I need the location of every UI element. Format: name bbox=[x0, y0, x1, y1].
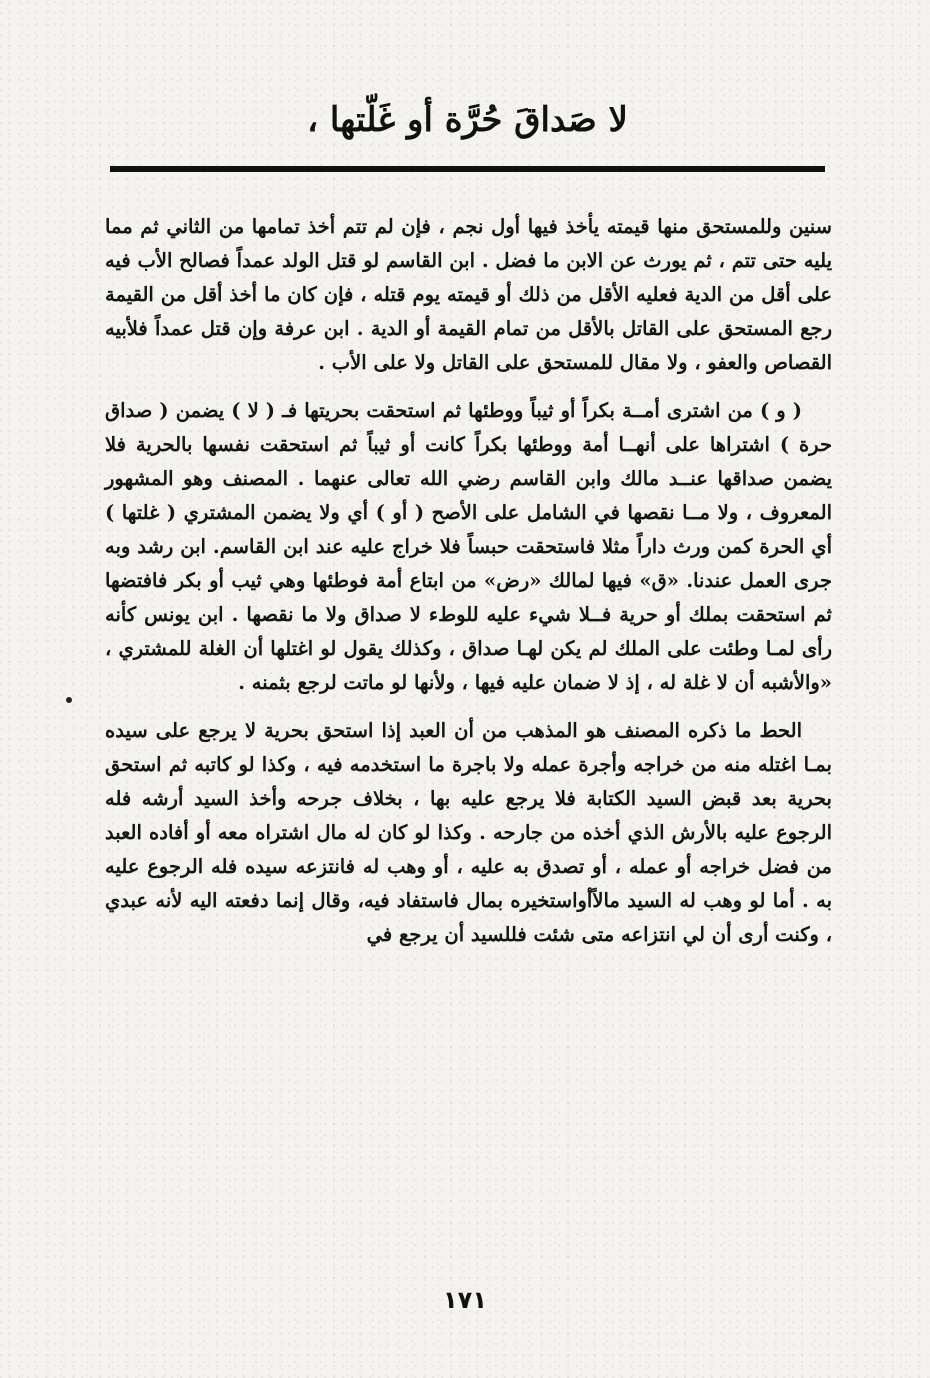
paragraph-3: الحط ما ذكره المصنف هو المذهب من أن العبد إذا استحق بحرية لا يرجع على سيده بمـا اغتله منه من خراجه وأجرة عمله ولا باجرة ما استخدمه فيه ، وكذا لو كاتبه ثم استحق بحرية بعد قبض السيد الكتابة فلا يرجع عليه بها ، بخلاف جرحه وأخذ السيد أرشه فله الرجوع عليه بالأرش الذي أخذه من جارحه . وكذا لو كان له مال اشتراه معه أو أفاده العبد من فضل خراجه أو عمله ، أو تصدق به عليه ، أو وهب له فانتزعه سيده فله الرجوع عليه به . أما لو وهب له السيد مالاًأواستخيره بمال فاستفاد فيه، وقال إنما دفعته اليه لأنه عبدي ، وكنت أرى أن لي انتزاعه متى شئت فللسيد أن يرجع في bbox=[105, 719, 832, 946]
page-header bbox=[110, 96, 825, 171]
scan-speck bbox=[66, 697, 72, 703]
header-rule bbox=[110, 166, 825, 172]
page-number: ١٧١ bbox=[443, 1286, 487, 1314]
page-title: لا صَداقَ حُرَّة أو غَلّتها ، bbox=[307, 100, 628, 140]
paragraph-1: سنين وللمستحق منها قيمته يأخذ فيها أول نجم ، فإن لم تتم أخذ تمامها من الثاني ثم مما يليه حتى تتم ، ثم يورث عن الابن ما فضل . ابن القاسم لو قتل الولد عمداً فصالح الأب فيه على أقل من الدية فعليه الأقل من ذلك أو قيمته يوم قتله ، فإن كان ما أخذ أقل من القيمة رجع المستحق على القاتل بالأقل من تمام القيمة أو الدية . ابن عرفة وإن قتل عمداً فلأبيه القصاص والعفو ، ولا مقال للمستحق على القاتل ولا على الأب . bbox=[105, 215, 832, 374]
paragraph-2: ( و ) من اشترى أمــة بكراً أو ثيباً ووطئها ثم استحقت بحريتها فـ ( لا ) يضمن ( صداق حرة ) اشتراها على أنهــا أمة ووطئها بكراً كانت أو ثيباً ثم استحقت نفسها بالحرية فلا يضمن صداقها عنــد مالك وابن القاسم رضي الله تعالى عنهما . المصنف وهو المشهور المعروف ، ولا مــا نقصها في الشامل على الأصح ( أو ) أي ولا يضمن المشتري ( غلتها ) أي الحرة كمن ورث داراً مثلا فاستحقت حبساً فلا خراج عليه عند ابن القاسم. ابن رشد وبه جرى العمل عندنا. «ق» فيها لمالك «رض» من ابتاع أمة فوطئها وهي ثيب أو بكر فافتضها ثم استحقت بملك أو حرية فــلا شيء عليه للوطء لا صداق ولا ما نقصها . ابن يونس كأنه رأى لمـا وطئت على الملك لم يكن لهـا صداق ، وكذلك يقول لو اغتلها أن الغلة للمشتري ، «والأشبه أن لا غلة له ، إذ لا ضمان عليه فيها ، ولأنها لو ماتت لرجع بثمنه . bbox=[105, 399, 832, 694]
body-text bbox=[105, 210, 832, 952]
